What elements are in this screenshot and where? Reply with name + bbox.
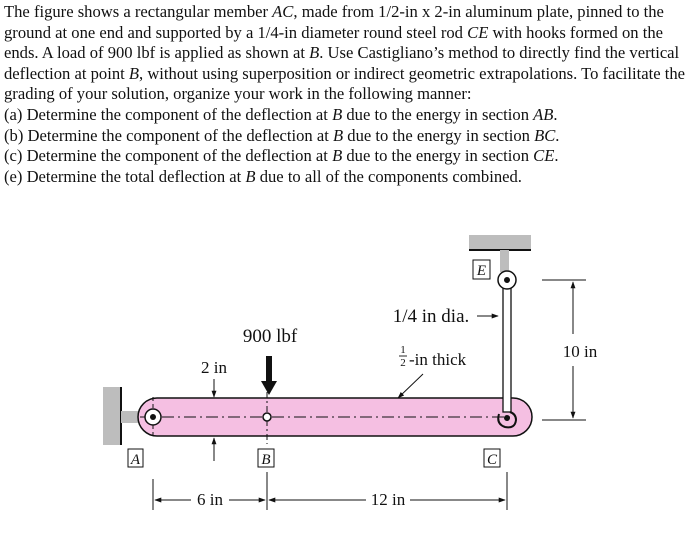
- load-label: 900 lbf: [242, 326, 298, 347]
- dim-bc-label: 12 in: [370, 490, 406, 509]
- pin-a: [145, 409, 161, 425]
- point-c-label: C: [486, 452, 498, 468]
- svg-text:-in thick: -in thick: [409, 350, 467, 369]
- point-a-label: A: [130, 452, 141, 468]
- point-b-marker: [263, 413, 271, 421]
- problem-items: [4, 105, 688, 187]
- width-label: 2 in: [201, 358, 227, 377]
- beam-figure: [0, 224, 691, 550]
- problem-intro: The figure shows a rectangular member AC, made from 1/2-in x 2-in aluminum plate, pinned to the ground at one end and supported by a 1/4-in diameter round steel rod CE with hooks formed on the ends. A load of 900 lbf is applied as shown at B. Use Castigliano’s method to directly find the vertical deflection at point B, without using superposition or indirect geometric extrapolations. To facilitate the grading of your solution, organize your work in the following manner:: [4, 2, 686, 104]
- problem-item: (e) Determine the total deflection at B due to all of the components combined.: [4, 166, 522, 186]
- point-b-label: B: [261, 452, 271, 468]
- problem-item: (a) Determine the component of the deflection at B due to the energy in section AB.: [4, 104, 558, 124]
- problem-item: (b) Determine the component of the deflection at B due to the energy in section BC.: [4, 125, 560, 145]
- dim-ce-label: 10 in: [562, 342, 598, 361]
- problem-statement: [4, 2, 688, 187]
- point-e-label: E: [476, 263, 487, 279]
- problem-item: (c) Determine the component of the deflection at B due to the energy in section CE.: [4, 146, 559, 166]
- svg-text:1: 1: [400, 344, 406, 356]
- rod-label: 1/4 in dia.: [392, 306, 470, 327]
- dim-ab-label: 6 in: [197, 490, 223, 509]
- load-arrow: [261, 356, 277, 395]
- svg-text:2: 2: [400, 357, 406, 369]
- thickness-label: [399, 344, 467, 369]
